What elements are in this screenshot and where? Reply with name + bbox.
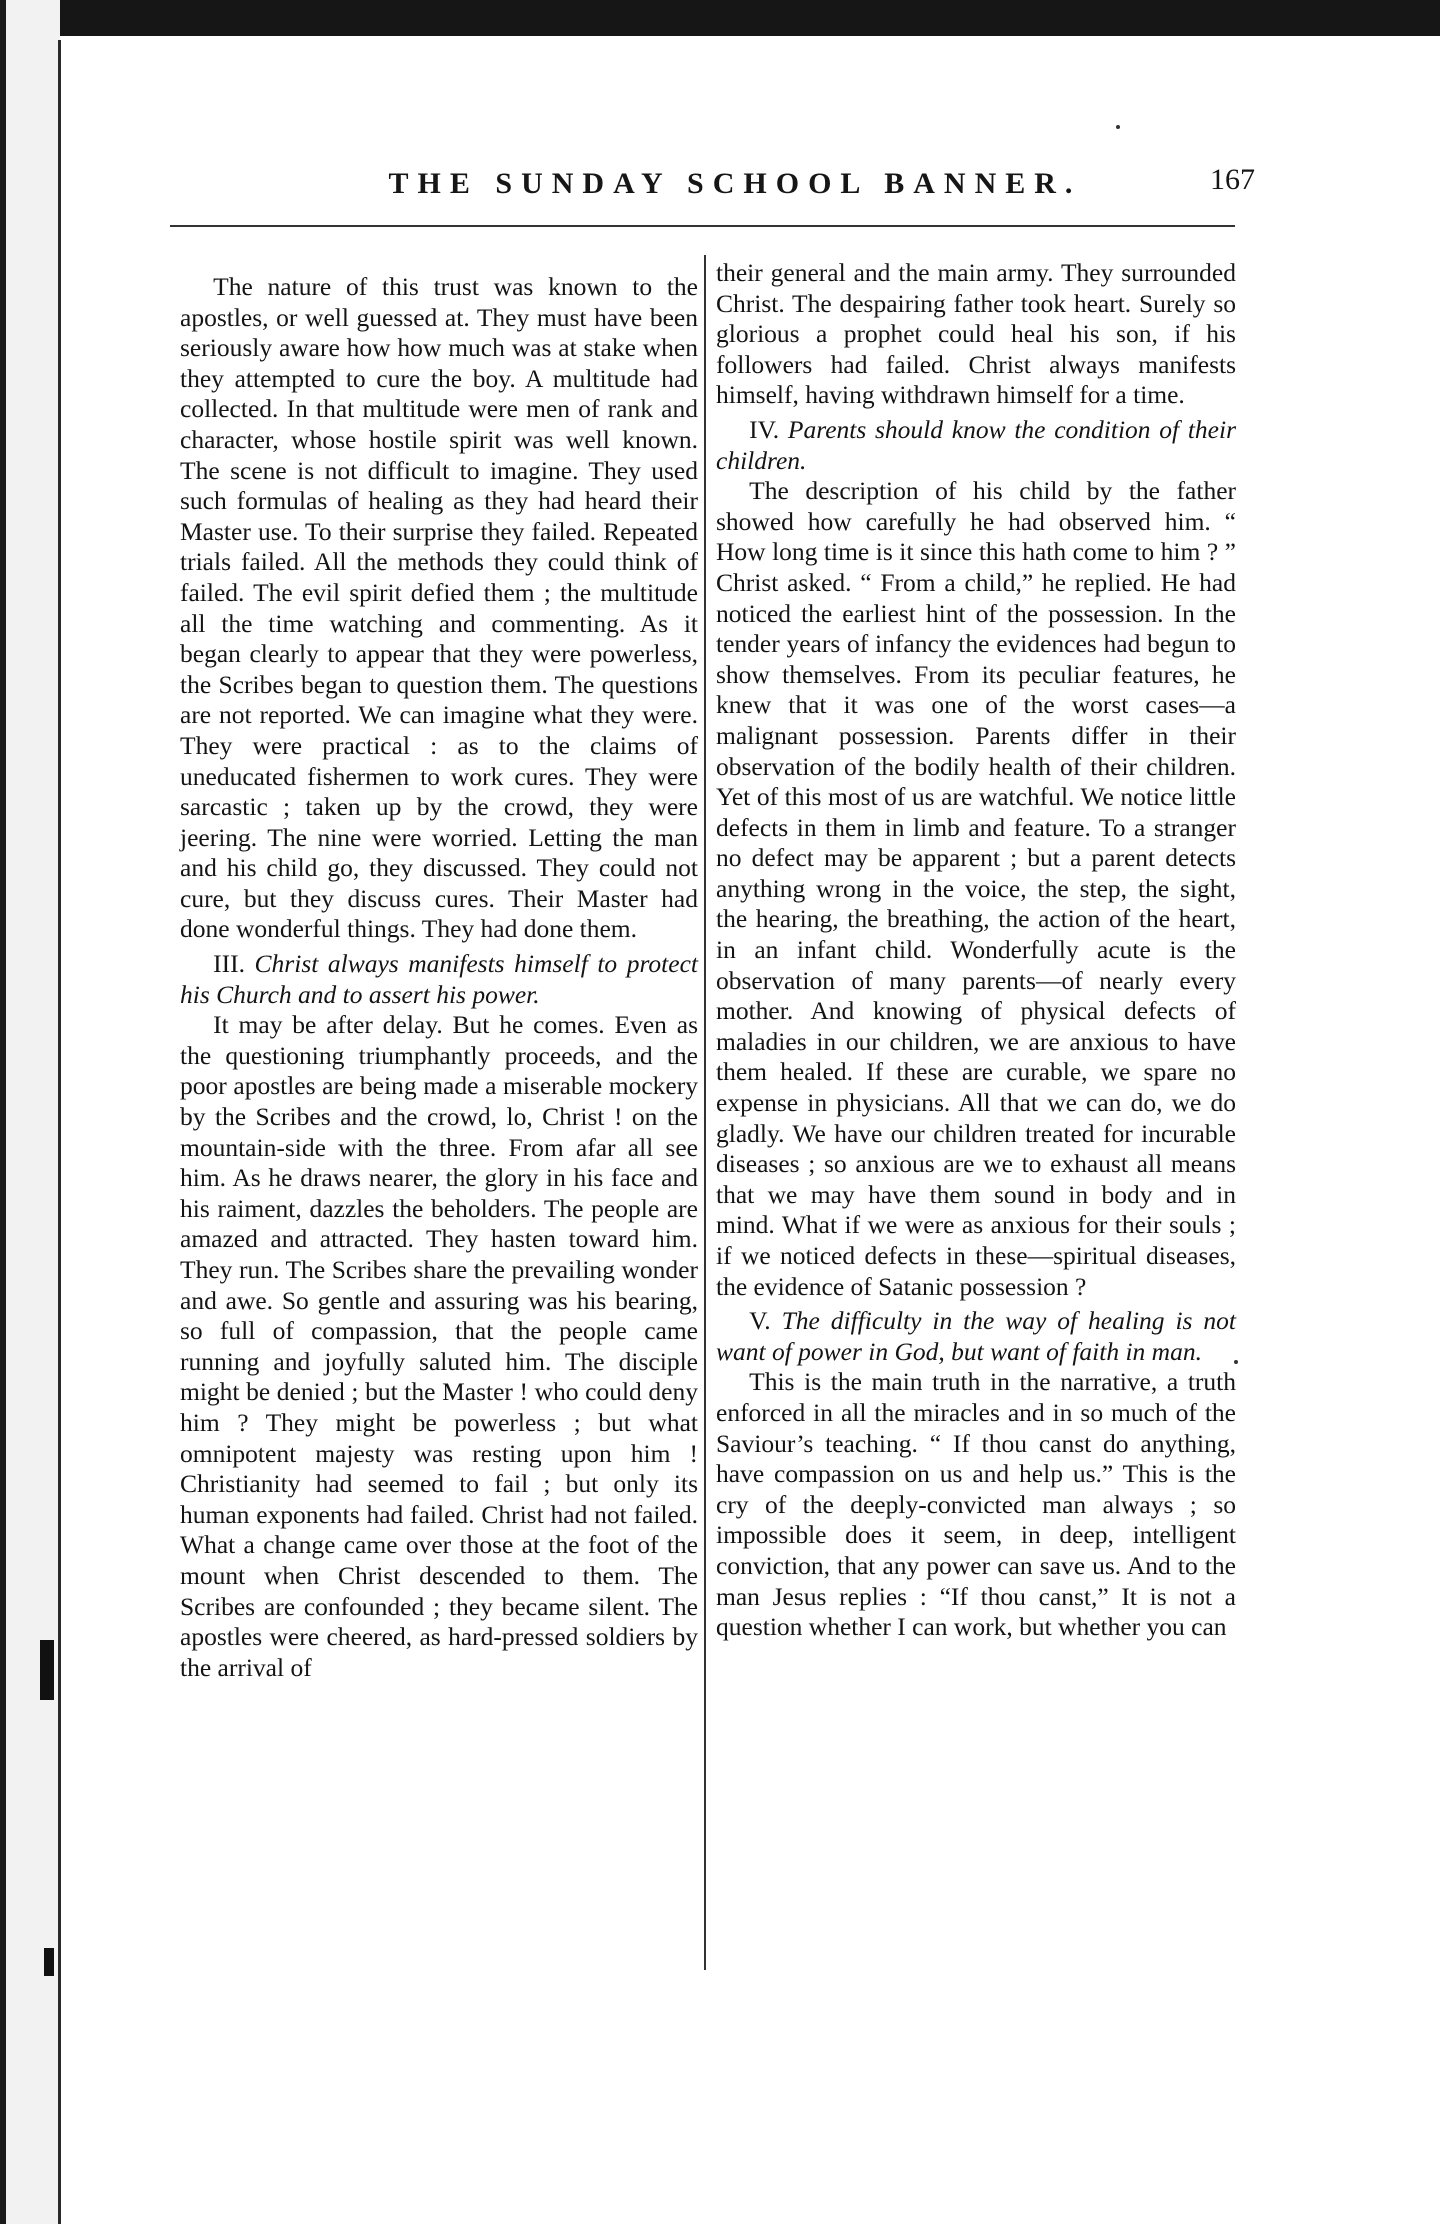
header-rule <box>170 225 1235 227</box>
section-heading-text: Parents should know the condition of their children. <box>716 414 1237 475</box>
section-heading-text: Christ always manifests himself to protect his Church and to assert his power. <box>180 949 698 1009</box>
right-column <box>716 258 1236 1643</box>
section-number: III. <box>213 949 245 979</box>
binding-notch <box>40 1640 54 1700</box>
page-number: 167 <box>1210 163 1255 196</box>
running-header <box>335 163 1255 217</box>
left-column <box>180 272 698 1683</box>
section-number: V. <box>749 1306 771 1336</box>
scan-left-margin <box>0 0 60 2224</box>
paragraph: This is the main truth in the narrative, a truth enforced in all the miracles and in so much of the Saviour’s teaching. “ If thou canst do anything, have compassion on us and help us.” This is the cry of the deeply-convicted man always ; so impossible does it seem, in deep, intelligent conviction, that any power can save us. And to the man Jesus replies : “If thou canst,” It is not a question whether I can work, but whether you can <box>716 1367 1236 1642</box>
paragraph-continued: their general and the main army. They surrounded Christ. The despairing father took heart. Surely so glorious a prophet could heal his son, if his followers had failed. Christ always manifests himself, having withdrawn himself for a time. <box>716 258 1236 410</box>
journal-title: THE SUNDAY SCHOOL BANNER. <box>388 167 1082 200</box>
section-heading <box>180 949 698 1010</box>
section-number: IV. <box>749 414 780 444</box>
binding-notch <box>44 1948 54 1976</box>
paragraph: The nature of this trust was known to the apostles, or well guessed at. They must have been seriously aware how how much was at stake when they attempted to cure the boy. A multitude had collected. In that multitude were men of rank and character, whose hostile spirit was well known. The scene is not difficult to imagine. They used such formulas of healing as they had heard their Master use. To their surprise they failed. Repeated trials failed. All the methods they could think of failed. The evil spirit defied them ; the multitude all the time watching and commenting. As it began clearly to appear that they were powerless, the Scribes began to question them. The questions are not reported. We can imagine what they were. They were practical : as to the claims of uneducated fishermen to work cures. They were sarcastic ; taken up by the crowd, they were jeering. The nine were worried. Letting the man and his child go, they discussed. They could not cure, but they discuss cures. Their Master had done wonderful things. They had done them. <box>180 272 698 944</box>
scan-speck <box>1234 1360 1238 1364</box>
scan-left-edge <box>0 0 6 2224</box>
column-rule <box>704 255 706 1970</box>
paragraph: The description of his child by the father showed how carefully he had observed him. “ How long time is it since this hath come to him ? ” Christ asked. “ From a child,” he replied. He had noticed the earliest hint of the possession. In the tender years of infancy the evidences had begun to show themselves. From its peculiar features, he knew that it was one of the worst cases—a malignant possession. Parents differ in their observation of the bodily health of their children. Yet of this most of us are watchful. We notice little defects in them in limb and feature. To a stranger no defect may be apparent ; but a parent detects anything wrong in the voice, the step, the sight, the hearing, the breathing, the action of the heart, in an infant child. Wonderfully acute is the observation of many parents—of nearly every mother. And knowing of physical defects of maladies in our children, we are anxious to have them healed. If these are curable, we spare no expense in physicians. All that we can do, we do gladly. We have our children treated for incurable diseases ; so anxious are we to exhaust all means that we may have them sound in body and in mind. What if we were as anxious for their souls ; if we noticed defects in these—spiritual diseases, the evidence of Satanic possession ? <box>716 476 1236 1301</box>
section-heading-text: The difficulty in the way of healing is not want of power in God, but want of faith in man. <box>716 1306 1237 1366</box>
page-fold-line <box>58 40 61 2224</box>
scan-speck <box>1116 125 1120 129</box>
paragraph: It may be after delay. But he comes. Even as the questioning triumphantly proceeds, and the poor apostles are being made a miserable mockery by the Scribes and the crowd, lo, Christ ! on the mountain-side with the three. From afar all see him. As he draws nearer, the glory in his face and his raiment, dazzles the beholders. The people are amazed and attracted. They hasten toward him. They run. The Scribes share the prevailing wonder and awe. So gentle and assuring was his bearing, so full of compassion, that the people came running and joyfully saluted him. The disciple might be denied ; but the Master ! who could deny him ? They might be powerless ; but what omnipotent majesty was resting upon him ! Christianity had seemed to fail ; but only its human exponents had failed. Christ had not failed. What a change came over those at the foot of the mount when Christ descended to them. The Scribes are confounded ; they became silent. The apostles were cheered, as hard-pressed soldiers by the arrival of <box>180 1010 698 1682</box>
section-heading <box>716 415 1236 476</box>
section-heading <box>716 1306 1236 1367</box>
scan-top-border <box>0 0 1440 36</box>
